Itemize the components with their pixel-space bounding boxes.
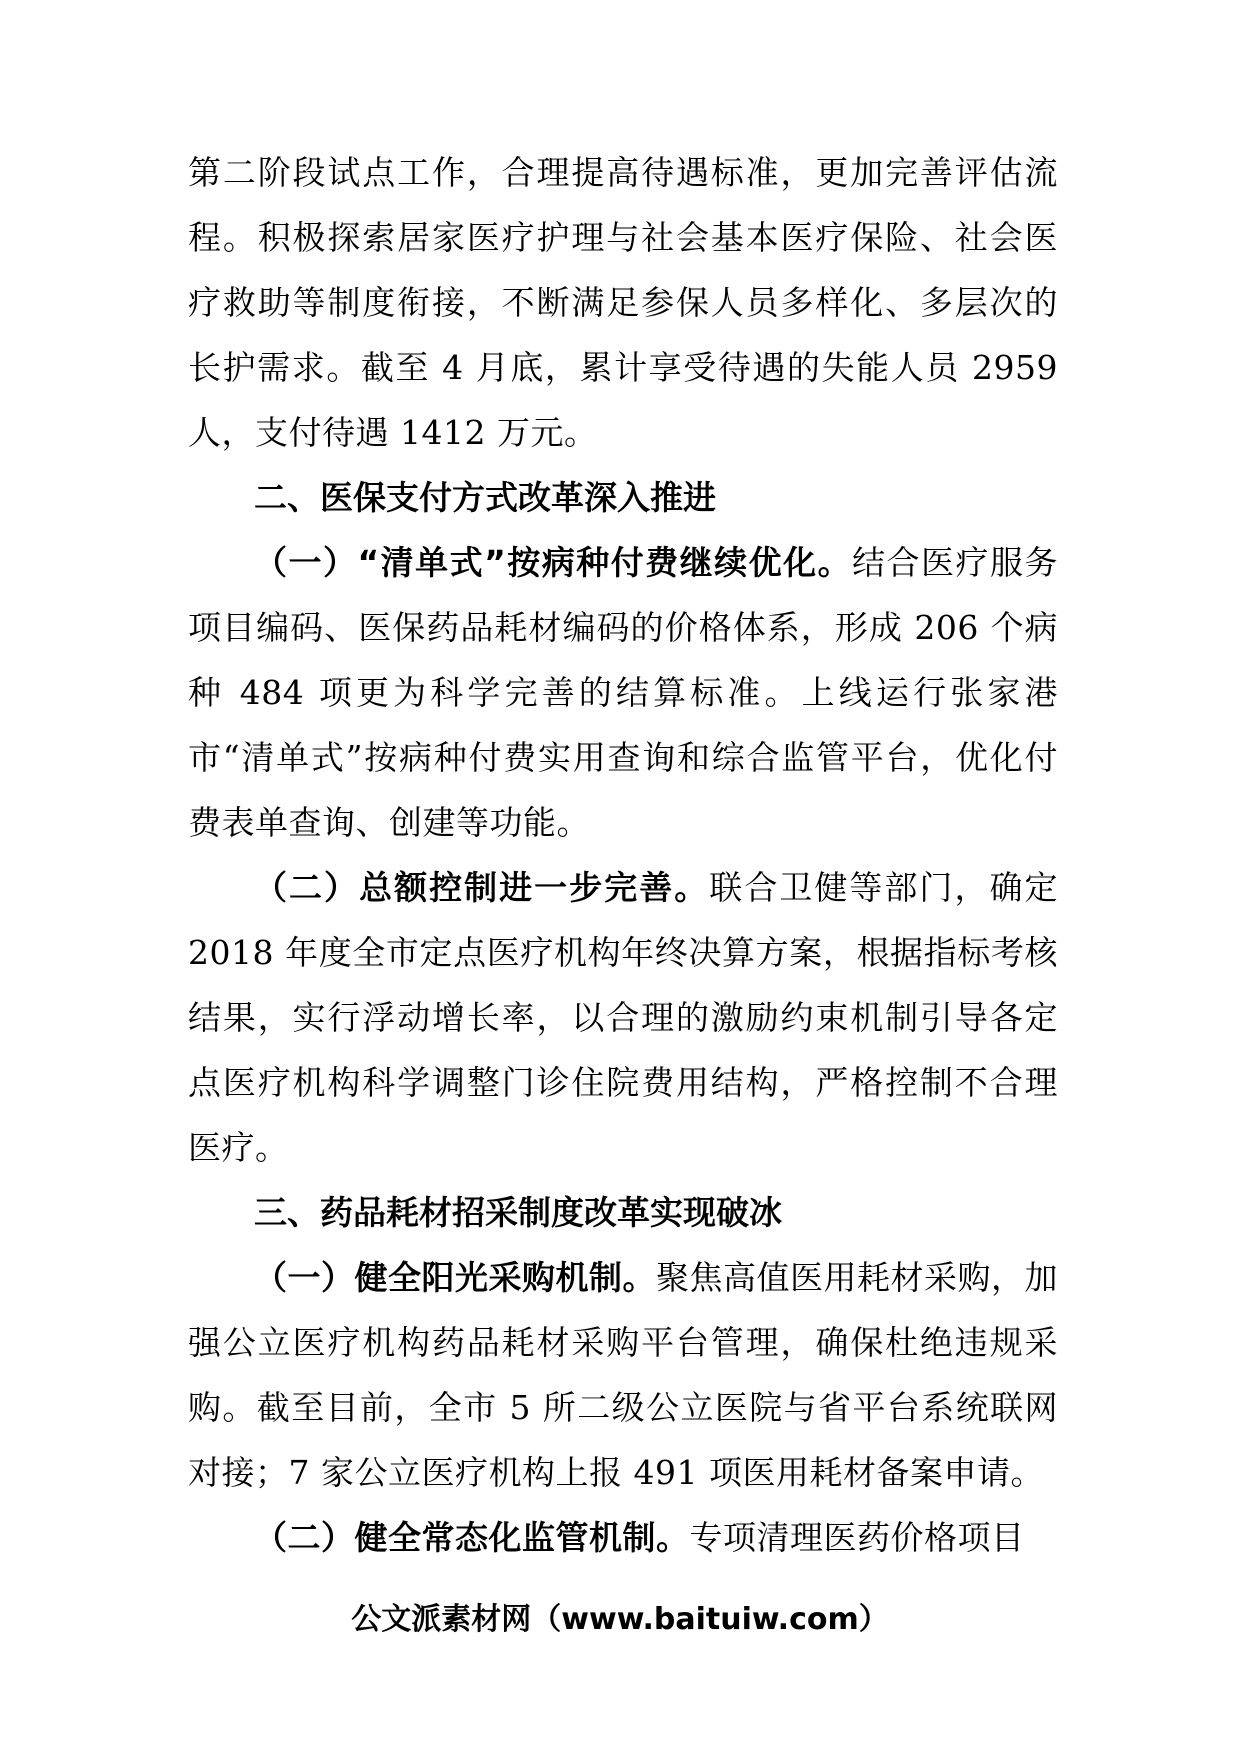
paragraph-3-1-lead: （一）健全阳光采购机制。 xyxy=(254,1258,656,1297)
paragraph-2-1 xyxy=(188,530,1058,855)
paragraph-2-2 xyxy=(188,855,1058,1180)
paragraph-2-2-body: 联合卫健等部门，确定 2018 年度全市定点医疗机构年终决算方案，根据指标考核结果，实行浮动增长率，以合理的激励约束机制引导各定点医疗机构科学调整门诊住院费用结构，严格控制不合理医疗。 xyxy=(188,868,1059,1167)
paragraph-3-2-lead: （二）健全常态化监管机制。 xyxy=(254,1518,690,1557)
paragraph-2-1-body: 结合医疗服务项目编码、医保药品耗材编码的价格体系，形成 206 个病种 484 项更为科学完善的结算标准。上线运行张家港市“清单式”按病种付费实用查询和综合监管平台，优化付费表单查询、创建等功能。 xyxy=(188,543,1058,842)
footer-watermark: 公文派素材网（www.baituiw.com） xyxy=(351,1602,889,1637)
document-body xyxy=(188,140,1058,1570)
paragraph-3-1 xyxy=(188,1245,1058,1505)
paragraph-continued: 第二阶段试点工作，合理提高待遇标准，更加完善评估流程。积极探索居家医疗护理与社会基本医疗保险、社会医疗救助等制度衔接，不断满足参保人员多样化、多层次的长护需求。截至 4 月底，累计享受待遇的失能人员 2959 人，支付待遇 1412 万元。 xyxy=(188,153,1058,452)
paragraph-2-2-lead: （二）总额控制进一步完善。 xyxy=(254,868,710,907)
section-heading-3: 三、药品耗材招采制度改革实现破冰 xyxy=(254,1193,782,1232)
paragraph-2-1-lead: （一）“清单式”按病种付费继续优化。 xyxy=(254,543,853,582)
section-heading-2: 二、医保支付方式改革深入推进 xyxy=(254,478,716,517)
paragraph-3-2-body: 专项清理医药价格项目 xyxy=(689,1518,1025,1557)
paragraph-3-2 xyxy=(188,1505,1058,1570)
paragraph-3-1-body: 聚焦高值医用耗材采购，加强公立医疗机构药品耗材采购平台管理，确保杜绝违规采购。截至目前，全市 5 所二级公立医院与省平台系统联网对接；7 家公立医疗机构上报 491 项医用耗材备案申请。 xyxy=(188,1258,1058,1492)
